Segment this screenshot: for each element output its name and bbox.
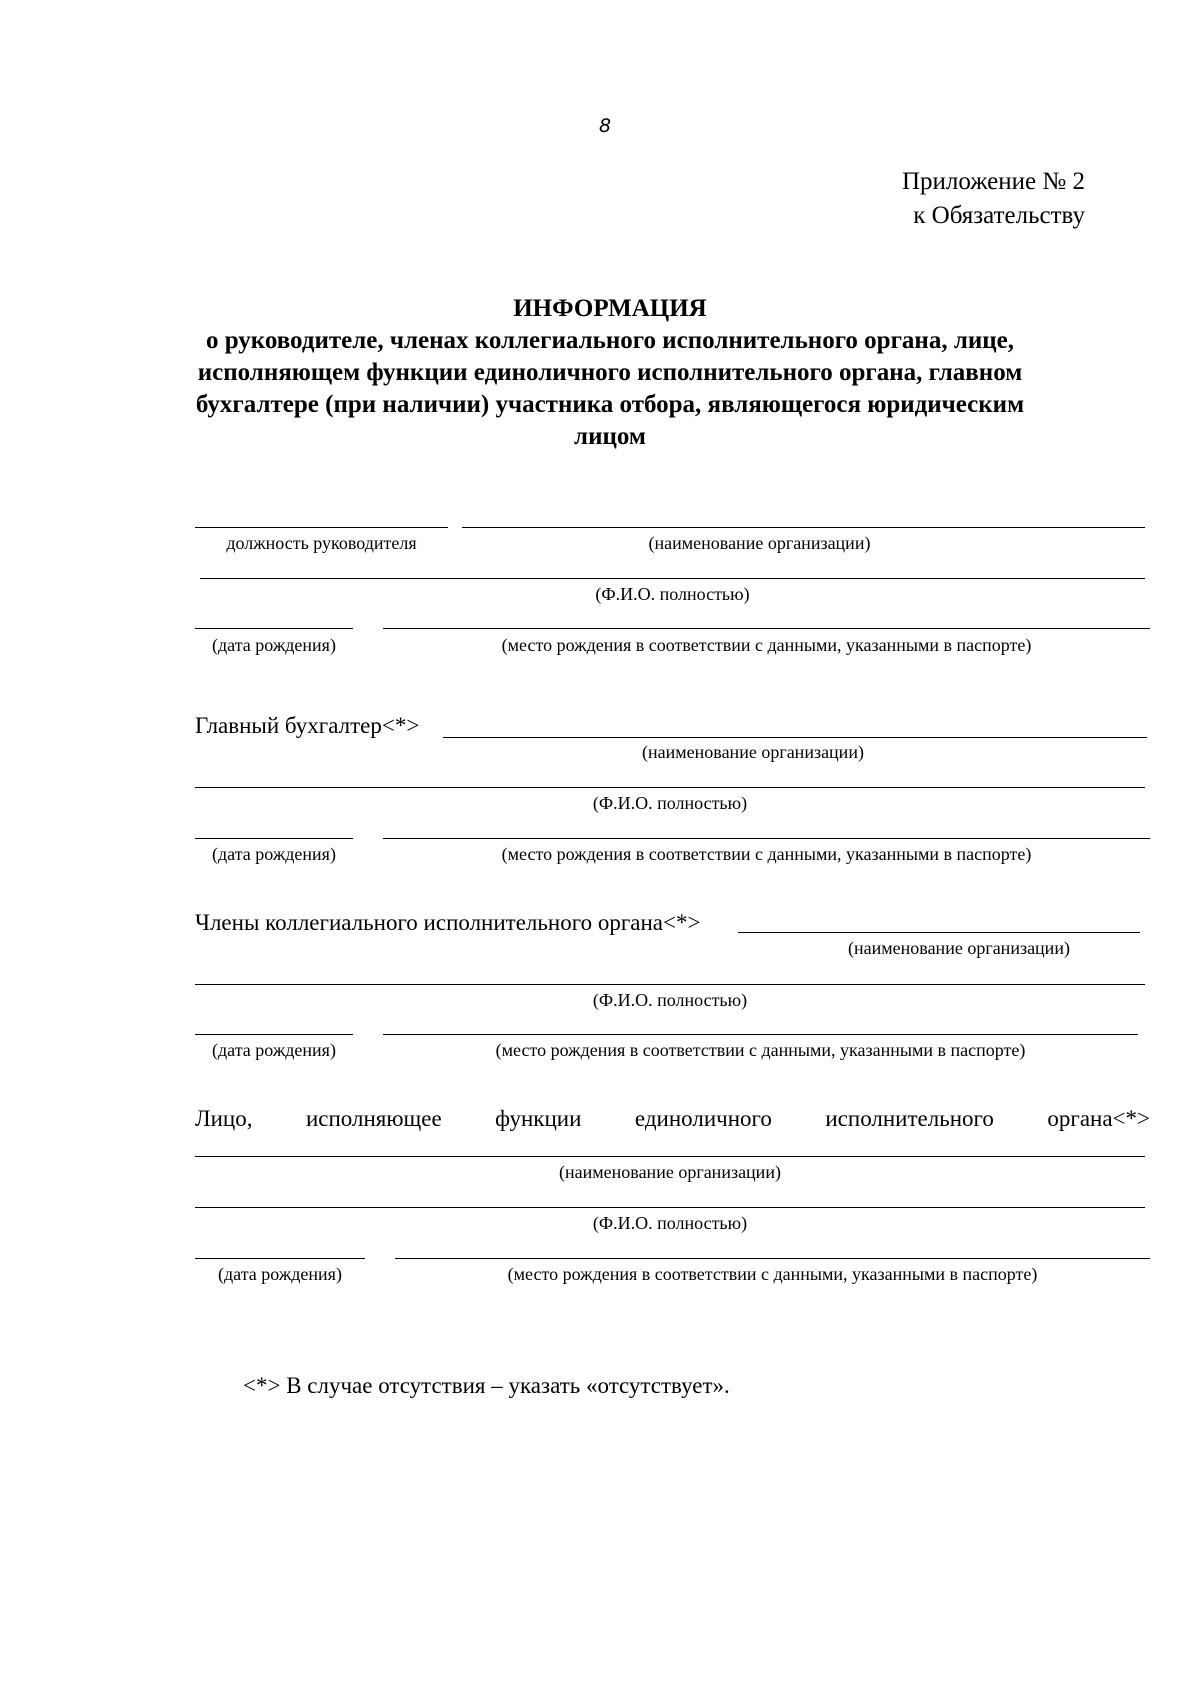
title-line-4: лицом bbox=[574, 423, 646, 450]
head-org-field[interactable] bbox=[462, 527, 1145, 528]
board-members-birthdate-field[interactable] bbox=[195, 1034, 353, 1035]
sole-executive-word-6: органа<*> bbox=[1047, 1106, 1150, 1131]
appendix-header bbox=[700, 165, 1085, 233]
head-fullname-caption: (Ф.И.О. полностью) bbox=[595, 584, 750, 604]
chief-accountant-org-caption: (наименование организации) bbox=[642, 742, 864, 762]
sole-executive-org-caption: (наименование организации) bbox=[559, 1162, 781, 1182]
chief-accountant-fullname-caption: (Ф.И.О. полностью) bbox=[592, 793, 748, 813]
head-org-caption: (наименование организации) bbox=[648, 533, 871, 553]
head-birthdate-field[interactable] bbox=[195, 628, 353, 629]
chief-accountant-org-field[interactable] bbox=[443, 737, 1147, 738]
document-title bbox=[140, 293, 1080, 453]
head-birthdate-caption: (дата рождения) bbox=[212, 635, 336, 655]
board-members-org-field[interactable] bbox=[738, 932, 1140, 933]
head-fullname-field[interactable] bbox=[200, 578, 1145, 579]
chief-accountant-fullname-field[interactable] bbox=[195, 787, 1145, 788]
head-position-caption: должность руководителя bbox=[226, 533, 417, 553]
board-members-fullname-caption: (Ф.И.О. полностью) bbox=[592, 990, 748, 1010]
sole-executive-birthplace-caption: (место рождения в соответствии с данными, указанными в паспорте) bbox=[507, 1264, 1038, 1284]
title-line-3: бухгалтере (при наличии) участника отбора, являющегося юридическим bbox=[195, 391, 1025, 418]
board-members-birthplace-caption: (место рождения в соответствии с данными, указанными в паспорте) bbox=[495, 1040, 1026, 1060]
sole-executive-word-5: исполнительного bbox=[825, 1106, 994, 1131]
chief-accountant-birthplace-field[interactable] bbox=[383, 838, 1150, 839]
sole-executive-word-3: функции bbox=[495, 1106, 582, 1131]
sole-executive-word-2: исполняющее bbox=[305, 1106, 442, 1131]
footnote: <*> В случае отсутствия – указать «отсутствует». bbox=[243, 1373, 730, 1398]
sole-executive-birthdate-field[interactable] bbox=[195, 1258, 365, 1259]
board-members-birthdate-caption: (дата рождения) bbox=[212, 1040, 336, 1060]
title-heading: ИНФОРМАЦИЯ bbox=[513, 295, 707, 322]
board-members-label: Члены коллегиального исполнительного органа<*> bbox=[195, 910, 701, 935]
sole-executive-birthplace-field[interactable] bbox=[395, 1258, 1150, 1259]
chief-accountant-birthdate-field[interactable] bbox=[195, 838, 353, 839]
sole-executive-birthdate-caption: (дата рождения) bbox=[218, 1264, 342, 1284]
sole-executive-org-field[interactable] bbox=[195, 1156, 1145, 1157]
head-position-field[interactable] bbox=[195, 527, 448, 528]
chief-accountant-label: Главный бухгалтер<*> bbox=[195, 713, 420, 738]
sole-executive-fullname-field[interactable] bbox=[195, 1207, 1145, 1208]
chief-accountant-birthplace-caption: (место рождения в соответствии с данными, указанными в паспорте) bbox=[501, 844, 1032, 864]
page-number: 8 bbox=[598, 115, 612, 137]
title-line-1: о руководителе, членах коллегиального исполнительного органа, лице, bbox=[205, 327, 1015, 354]
sole-executive-word-4: единоличного bbox=[634, 1106, 772, 1131]
sole-executive-label bbox=[195, 1106, 1150, 1132]
head-birthplace-field[interactable] bbox=[383, 628, 1150, 629]
head-birthplace-caption: (место рождения в соответствии с данными, указанными в паспорте) bbox=[501, 635, 1032, 655]
board-members-org-caption: (наименование организации) bbox=[848, 938, 1070, 958]
board-members-fullname-field[interactable] bbox=[195, 984, 1145, 985]
chief-accountant-birthdate-caption: (дата рождения) bbox=[212, 844, 336, 864]
sole-executive-fullname-caption: (Ф.И.О. полностью) bbox=[592, 1213, 748, 1233]
appendix-line-1: Приложение № 2 bbox=[901, 168, 1085, 195]
title-line-2: исполняющем функции единоличного исполнительного органа, главном bbox=[197, 359, 1023, 386]
board-members-birthplace-field[interactable] bbox=[383, 1034, 1138, 1035]
appendix-line-2: к Обязательству bbox=[913, 202, 1085, 229]
sole-executive-word-1: Лицо, bbox=[195, 1106, 253, 1131]
